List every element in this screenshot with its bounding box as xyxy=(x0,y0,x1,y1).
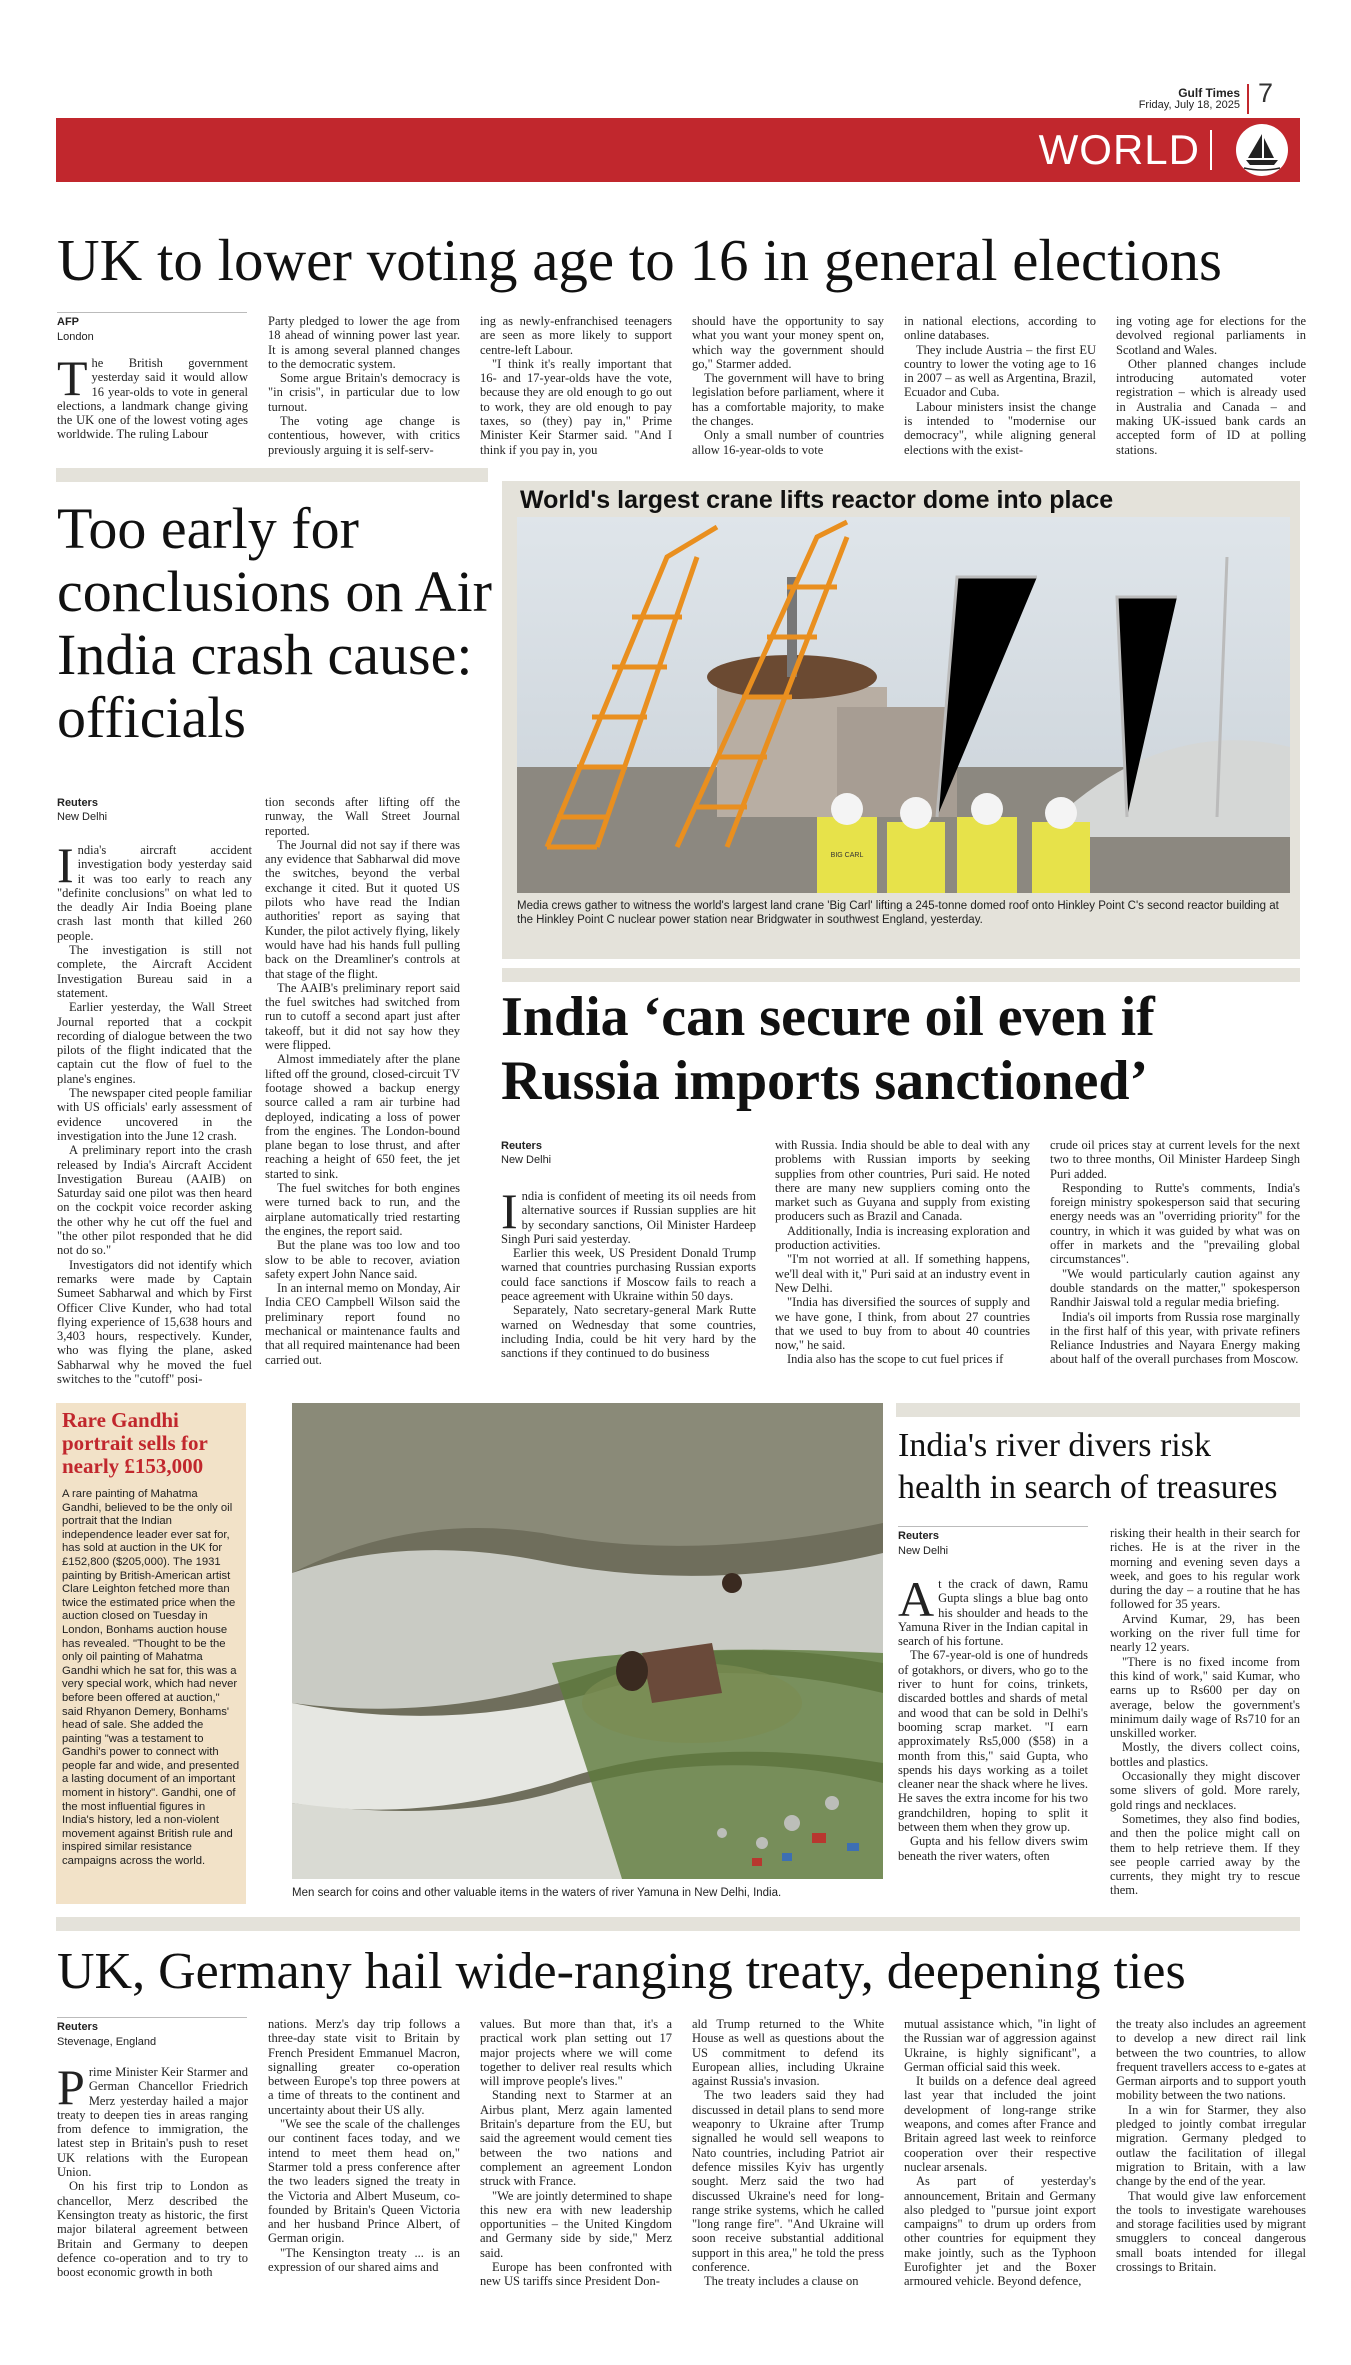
paragraph: ing voting age for elections for the devolved regional parliaments in Scotland and Wales. xyxy=(1116,314,1306,357)
paragraph: crude oil prices stay at current levels for the next two to three months, Oil Minister Hardeep Singh Puri added. xyxy=(1050,1138,1300,1181)
gandhi-sidebox xyxy=(56,1403,246,1904)
sailing-dhow-icon xyxy=(1236,124,1288,176)
paragraph: In an internal memo on Monday, Air India CEO Campbell Wilson said the preliminary report found no mechanical or maintenance faults and that all required maintenance had been carried out. xyxy=(265,1281,460,1367)
paragraph: The treaty includes a clause on xyxy=(704,2274,859,2289)
crane-photo-caption: Media crews gather to witness the world's largest land crane 'Big Carl' lifting a 245-tonne domed roof onto Hinkley Point C's second reactor building at the Hinkley Point C nuclear power station near Bridgwater in southwest England, yesterday. xyxy=(517,900,1279,926)
paragraph: Earlier this week, US President Donald Trump warned that countries purchasing Russian exports could face sanctions if Moscow fails to reach a peace agreement with Ukraine within 50 days. xyxy=(501,1246,756,1304)
paragraph: Earlier yesterday, the Wall Street Journal reported that a cockpit recording of dialogue between the two pilots of the flight indicated that the captain cut the flow of fuel to the plane's engines. xyxy=(57,1000,252,1086)
byline-location: London xyxy=(57,331,94,343)
dropcap: A xyxy=(898,1571,935,1627)
paragraph: It builds on a defence deal agreed last year that included the joint development of long-range strike weapons, and comes after France and Britain agreed last week to reinforce cooperation over their respective nuclear arsenals. xyxy=(904,2074,1096,2174)
paragraph: Sometimes, they also find bodies, and then the police might call on them to help retrieve them. If they see people carried away by the currents, they might try to rescue them. xyxy=(1110,1811,1300,1898)
story4-col-1 xyxy=(898,1571,1088,1863)
paragraph: "We see the scale of the challenges our continent faces today, and we intend to meet them head on," Starmer told a press conference after the two leaders signed the treaty in the Victoria and Albert Museum, co-founded by Britain's Queen Victoria and her husband Prince Albert, of German origin. xyxy=(268,2117,460,2246)
story1-col-4 xyxy=(692,314,884,457)
paragraph: risking their health in their search for riches. He is at the river in the morning and evening seven days a week, and goes to his regular work during the day – a routine that he has followed for 35 years. xyxy=(1110,1526,1300,1612)
gandhi-body: A rare painting of Mahatma Gandhi, believed to be the only oil portrait that the Indian independence leader ever sat for, has sold at auction in the UK for £152,800 ($205,000). The 1931 painting by British-American artist Clare Leighton fetched more than twice the estimated price when the auction closed on Tuesday in London, Bonhams auction house has revealed. "Thought to be the only oil painting of Mahatma Gandhi which he sat for, this was a very special work, which had never before been offered at auction," said Rhyanon Demery, Bonhams' head of sale. She added the painting "was a testament to Gandhi's power to connect with people far and wide, and presented a lasting document of an important moment in history". Gandhi, one of the most influential figures in India's history, led a non-violent movement against British rule and inspired similar resistance campaigns across the world. xyxy=(62,1488,240,1868)
paragraph: should have the opportunity to say what you want your money spent on, which way the government should go," Starmer added. xyxy=(692,314,884,371)
byline-rule xyxy=(57,312,247,313)
headline-uk-germany: UK, Germany hail wide-ranging treaty, deepening ties xyxy=(57,1943,1186,2000)
page-number: 7 xyxy=(1258,78,1274,108)
story1-col-1 xyxy=(57,350,248,442)
dropcap: T xyxy=(57,350,88,406)
story5-col-6 xyxy=(1116,2017,1306,2274)
paragraph: India's oil imports from Russia rose marginally in the first half of this year, with private refiners Reliance Industries and Nayara Energy making about half of the overall purchases from Moscow. xyxy=(1050,1309,1300,1367)
story2-col-1 xyxy=(57,837,252,1386)
byline-rule xyxy=(898,1526,1088,1527)
crane-photo xyxy=(517,517,1290,893)
paragraph: The two leaders said they had discussed in detail plans to send more weaponry to Ukraine after Trump signalled he would sell weapons to Nato countries, including Patriot air defence missiles Kyiv has urgently sought. Merz said the two had discussed Ukraine's need for long-range strike systems, which he called "long range fire". "And Ukraine will soon receive substantial additional support in this area," he told the press conference. xyxy=(692,2088,884,2275)
paragraph: ing as newly-enfranchised teenagers are seen as more likely to support centre-left Labour. xyxy=(480,314,672,357)
paragraph: "The Kensington treaty ... is an expression of our shared aims and xyxy=(268,2245,460,2275)
paragraph: Investigators did not identify which remarks were made by Captain Sumeet Sabharwal and which by First Officer Clive Kunder, who had total flying experience of 15,638 hours and 3,403 hours, respectively. Kunder, who was flying the plane, asked Sabharwal why he moved the fuel switches to the "cutoff" posi- xyxy=(57,1257,252,1386)
paragraph: with Russia. India should be able to deal with any problems with Russian imports by seeking supplies from other countries, Puri said. He noted there are many new suppliers coming onto the market such as Guyana and supply from existing producers such as Brazil and Canada. xyxy=(775,1138,1030,1224)
story5-col-5 xyxy=(904,2017,1096,2289)
story1-col-3 xyxy=(480,314,672,457)
paragraph: Mostly, the divers collect coins, bottles and plastics. xyxy=(1110,1740,1300,1769)
paragraph: They include Austria – the first EU country to lower the voting age to 16 in 2007 – as well as Argentina, Brazil, Ecuador and Cuba. xyxy=(904,342,1096,400)
paragraph: Only a small number of countries allow 16-year-olds to vote xyxy=(692,428,884,457)
byline-rule xyxy=(57,2017,247,2018)
paragraph: The investigation is still not complete, the Aircraft Accident Investigation Bureau said in a statement. xyxy=(57,943,252,1000)
story1-col-2 xyxy=(268,314,460,457)
paragraph: Europe has been confronted with new US tariffs since President Don- xyxy=(480,2260,672,2289)
paragraph: t the crack of dawn, Ramu Gupta slings a blue bag onto his shoulder and heads to the Yamuna River in the Indian capital in search of his fortune. xyxy=(898,1577,1088,1649)
paragraph: As part of yesterday's announcement, Britain and Germany also pledged to "pursue joint export campaigns" to drum up orders from other countries for equipment they make jointly, such as the Typhoon Eurofighter jet and the Boxer armoured vehicle. Beyond defence, xyxy=(904,2174,1096,2289)
byline-location: New Delhi xyxy=(898,1545,949,1557)
headline-india-oil: India ‘can secure oil even if Russia imports sanctioned’ xyxy=(501,986,1155,1112)
paragraph: The newspaper cited people familiar with US officials' early assessment of evidence uncovered in the investigation into the June 12 crash. xyxy=(57,1086,252,1143)
paragraph: Occasionally they might discover some slivers of gold. More rarely, gold rings and necklaces. xyxy=(1110,1769,1300,1812)
paragraph: Separately, Nato secretary-general Mark Rutte warned on Wednesday that some countries, including India, could be hit very hard by the sanctions if they continued to do business xyxy=(501,1303,756,1361)
paragraph: The fuel switches for both engines were turned back to run, and the airplane automatically tried restarting the engines, the report said. xyxy=(265,1181,460,1238)
paragraph: Gupta and his fellow divers swim beneath the river waters, often xyxy=(898,1834,1088,1863)
paragraph: In a win for Starmer, they also pledged to jointly combat irregular migration. Germany pledged to outlaw the facilitation of illegal migration to Britain, with a law change by the end of the year. xyxy=(1116,2102,1306,2189)
paragraph: India also has the scope to cut fuel prices if xyxy=(787,1352,1004,1367)
paragraph: rime Minister Keir Starmer and German Chancellor Friedrich Merz yesterday hailed a major treaty to deepen ties in areas ranging from defence to immigration, the latest step in Britain's push to reset UK relations with the European Union. xyxy=(57,2065,248,2180)
dropcap: I xyxy=(57,837,74,893)
dropcap: I xyxy=(501,1183,518,1239)
paragraph: in national elections, according to online databases. xyxy=(904,314,1096,343)
story1-col-6 xyxy=(1116,314,1306,457)
headline-river-divers: India's river divers risk health in search of treasures xyxy=(898,1427,1278,1506)
dropcap: P xyxy=(57,2059,85,2115)
paragraph: The AAIB's preliminary report said the fuel switches had switched from run to cutoff a second apart just after takeoff, but it did not say how they were flipped. xyxy=(265,980,460,1053)
paragraph: The Journal did not say if there was any evidence that Sabharwal did move the switches, beyond the verbal exchange it cited. But it quoted US pilots who have read the Indian authorities' report as saying that Kunder, the pilot actively flying, likely would have had his hands full pulling back on the Dreamliner's controls at that stage of the flight. xyxy=(265,837,460,981)
story5-col-1 xyxy=(57,2059,248,2280)
paragraph: But the plane was too low and too slow to be able to recover, aviation safety expert John Nance said. xyxy=(265,1238,460,1281)
paragraph: "I'm not worried at all. If something happens, we'll deal with it," Puri said at an industry event in New Delhi. xyxy=(775,1252,1030,1295)
story5-col-3 xyxy=(480,2017,672,2289)
byline-location: New Delhi xyxy=(501,1154,552,1166)
masthead-divider xyxy=(1247,84,1249,114)
story5-col-2 xyxy=(268,2017,460,2274)
paragraph: Arvind Kumar, 29, has been working on the river full time for nearly 12 years. xyxy=(1110,1611,1300,1655)
paragraph: Some argue Britain's democracy is "in crisis", in particular due to low turnout. xyxy=(268,371,460,414)
banner-divider xyxy=(1210,130,1212,170)
paragraph: The 67-year-old is one of hundreds of gotakhors, or divers, who go to the river to hunt for coins, trinkets, discarded bottles and shards of metal and wood that can be sold in Delhi's booming scrap market. "I earn approximately Rs5,000 ($58) in a month from this," said Gupta, who spends his days working as a toilet cleaner near the shack where he lives. He saves the extra income for his two grandchildren, hoping to split it between them when they grow up. xyxy=(898,1648,1088,1835)
vest-print-text: BIG CARL xyxy=(830,852,864,859)
byline-source: Reuters xyxy=(57,2021,98,2033)
paragraph: The voting age change is contentious, however, with critics previously arguing it is self-serv- xyxy=(268,414,460,457)
river-photo xyxy=(292,1403,883,1879)
river-photo-caption: Men search for coins and other valuable items in the waters of river Yamuna in New Delhi, India. xyxy=(292,1887,782,1899)
headline-air-india: Too early for conclusions on Air India crash cause: officials xyxy=(57,496,492,750)
gandhi-title: Rare Gandhi portrait sells for nearly £153,000 xyxy=(62,1408,208,1478)
publication-name: Gulf Times xyxy=(1178,86,1240,100)
paragraph: "We would particularly caution against any double standards on the matter," spokesperson Randhir Jaiswal told a regular media briefing. xyxy=(1050,1266,1300,1310)
paragraph: nations. Merz's day trip follows a three-day state visit to Britain by French President Emmanuel Macron, signalling greater co-operation between Europe's top three powers at a time of threats to the continent and uncertainty about their US ally. xyxy=(268,2017,460,2117)
paragraph: "There is no fixed income from this kind of work," said Kumar, who earns up to Rs600 per day on average, below the government's minimum daily wage of Rs710 for an unskilled worker. xyxy=(1110,1654,1300,1741)
section-banner xyxy=(56,118,1300,182)
paragraph: Party pledged to lower the age from 18 ahead of winning power last year. It is among several planned changes to the democratic system. xyxy=(268,314,460,371)
issue-date: Friday, July 18, 2025 xyxy=(1138,99,1240,111)
paragraph: "We are jointly determined to shape this new era with new leadership opportunities – the United Kingdom and Germany side by side," Merz said. xyxy=(480,2188,672,2260)
section-rule xyxy=(896,1403,1300,1417)
paragraph: Almost immediately after the plane lifted off the ground, closed-circuit TV footage showed a backup energy source called a ram air turbine had deployed, indicating a loss of power from the engines. The London-bound plane began to lose thrust, and after reaching a height of 650 feet, the jet started to sink. xyxy=(265,1052,460,1181)
crane-photo-title: World's largest crane lifts reactor dome into place xyxy=(520,486,1114,514)
paragraph: "India has diversified the sources of supply and we have gone, I think, from about 27 countries that we used to buy from to about 40 countries now," he said. xyxy=(775,1295,1030,1353)
section-rule xyxy=(56,1917,1300,1931)
paragraph: The government will have to bring legislation before parliament, where it has a comfortable majority, to make the changes. xyxy=(692,371,884,429)
paragraph: Standing next to Starmer at an Airbus plant, Merz again lamented Britain's departure from the EU, but said the agreement would cement ties between the two nations and complement an agreement London struck with France. xyxy=(480,2088,672,2189)
story1-col-5 xyxy=(904,314,1096,457)
section-rule xyxy=(502,968,1300,982)
section-title: WORLD xyxy=(1038,126,1200,173)
story4-col-2 xyxy=(1110,1526,1300,1898)
paragraph: Labour ministers insist the change is intended to "modernise our democracy", while aligning general elections with the exist- xyxy=(904,399,1096,457)
headline-voting-age: UK to lower voting age to 16 in general elections xyxy=(57,227,1222,293)
paragraph: ndia is confident of meeting its oil needs from alternative sources if Russian supplies are hit by secondary sanctions, Oil Minister Hardeep Singh Puri said yesterday. xyxy=(501,1189,756,1246)
byline-source: Reuters xyxy=(501,1140,542,1152)
paragraph: "I think it's really important that 16- and 17-year-olds have the vote, because they are old enough to go out to work, they are old enough to pay taxes, so (they) pay in," Prime Minister Keir Starmer said. "And I think if you pay in, you xyxy=(480,356,672,457)
section-rule xyxy=(56,468,488,482)
byline-source: Reuters xyxy=(57,797,98,809)
paragraph: Additionally, India is increasing exploration and production activities. xyxy=(775,1223,1030,1253)
paragraph: On his first trip to London as chancellor, Merz described the Kensington treaty as historic, the first major bilateral agreement between Britain and Germany to deepen defence co-operation and to try to boost economic growth in both xyxy=(57,2179,248,2280)
paragraph: Responding to Rutte's comments, India's foreign ministry spokesperson said that securing energy needs was an "overriding priority" for the country, in which it was guided by what was on offer in markets and the "prevailing global circumstances". xyxy=(1050,1180,1300,1267)
paragraph: mutual assistance which, "in light of the Russian war of aggression against Ukraine, is highly significant", a German official said this week. xyxy=(904,2017,1096,2074)
paragraph: Other planned changes include introducing automated voter registration – which is already used in Australia and Canada – and making UK-issued bank cards an accepted form of ID at polling stations. xyxy=(1116,356,1306,457)
paragraph: ald Trump returned to the White House as well as questions about the US commitment to defend its European allies, including Ukraine against Russia's invasion. xyxy=(692,2017,884,2089)
story3-col-2 xyxy=(775,1138,1030,1367)
paragraph: the treaty also includes an agreement to develop a new direct rail link between the two countries, to allow frequent travellers access to e-gates at German airports and to support youth mobility between the two nations. xyxy=(1116,2017,1306,2103)
byline-location: New Delhi xyxy=(57,811,108,823)
story2-col-2 xyxy=(265,795,460,1367)
paragraph: values. But more than that, it's a practical work plan setting out 17 major projects where we will come together to deliver real results which will improve people's lives." xyxy=(480,2017,672,2089)
paragraph: That would give law enforcement the tools to investigate warehouses and storage facilities used by migrant smugglers to conceal dangerous small boats intended for illegal crossings to Britain. xyxy=(1116,2188,1306,2275)
paragraph: he British government yesterday said it would allow 16 year-olds to vote in general elections, a landmark change giving the UK one of the lowest voting ages worldwide. The ruling Labour xyxy=(57,356,248,442)
story3-col-1 xyxy=(501,1183,756,1361)
paragraph: tion seconds after lifting off the runway, the Wall Street Journal reported. xyxy=(265,795,460,838)
byline-location: Stevenage, England xyxy=(57,2036,157,2048)
byline-source: Reuters xyxy=(898,1530,939,1542)
paragraph: ndia's aircraft accident investigation body yesterday said it was too early to reach any "definite conclusions" on what led to the deadly Air India Boeing plane crash last month that killed 260 people. xyxy=(57,843,252,943)
story3-col-3 xyxy=(1050,1138,1300,1367)
byline-source: AFP xyxy=(57,316,79,328)
paragraph: A preliminary report into the crash released by India's Aircraft Accident Investigation Bureau (AAIB) on Saturday said one pilot was then heard on the cockpit voice recorder asking the other why he cut off the fuel and "the other pilot responded that he did not do so." xyxy=(57,1143,252,1258)
story5-col-4 xyxy=(692,2017,884,2289)
